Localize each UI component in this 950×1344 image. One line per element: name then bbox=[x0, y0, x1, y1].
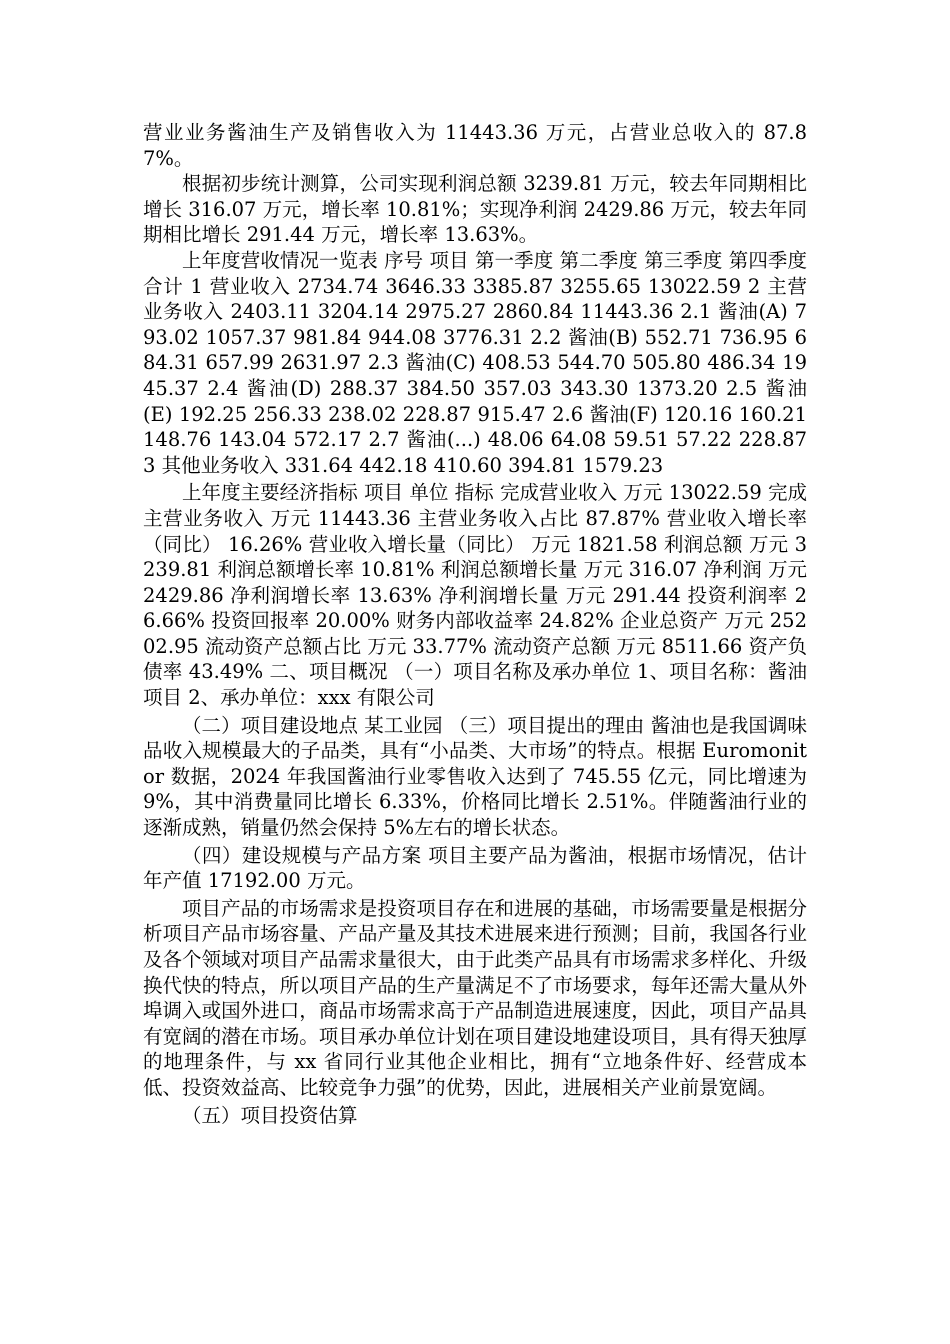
paragraph-market-demand: 项目产品的市场需求是投资项目存在和进展的基础，市场需要量是根据分析项目产品市场容量、产品产量及其技术进展来进行预测；目前，我国各行业及各个领域对项目产品需求量很大，由于此类产品具有市场需求多样化、升级换代快的特点，所以项目产品的生产量满足不了市场要求，每年还需大量从外埠调入或国外进口，商品市场需求高于产品制造进展速度，因此，项目产品具有宽阔的潜在市场。项目承办单位计划在项目建设地建设项目，具有得天独厚的地理条件，与 xx 省同行业其他企业相比，拥有“立地条件好、经营成本低、投资效益高、比较竞争力强”的优势，因此，进展相关产业前景宽阔。 bbox=[143, 896, 807, 1099]
paragraph-investment-estimate-heading: （五）项目投资估算 bbox=[182, 1103, 358, 1127]
paragraph-main-business-revenue: 营业业务酱油生产及销售收入为 11443.36 万元，占营业总收入的 87.87%。 bbox=[143, 121, 807, 170]
paragraph-economic-indicators: 上年度主要经济指标 项目 单位 指标 完成营业收入 万元 13022.59 完成主营业务收入 万元 11443.36 主营业务收入占比 87.87% 营业收入增长率（同比） 16.26% 营业收入增长量（同比） 万元 1821.58 利润总额 万元 3239.81 利润总额增长率 10.81% 利润总额增长量 万元 316.07 净利润 万元 2429.86 净利润增长率 13.63% 净利润增长量 万元 291.44 投资利润率 26.66% 投资回报率 20.00% 财务内部收益率 24.82% 企业总资产 万元 25202.95 流动资产总额占比 万元 33.77% 流动资产总额 万元 8511.66 资产负债率 43.49% 二、项目概况 （一）项目名称及承办单位 1、项目名称：酱油项目 2、承办单位：xxx 有限公司 bbox=[143, 481, 807, 710]
paragraph-project-location-reason: （二）项目建设地点 某工业园 （三）项目提出的理由 酱油也是我国调味品收入规模最大的子品类，具有“小品类、大市场”的特点。根据 Euromonitor 数据，2024 年我国酱油行业零售收入达到了 745.55 亿元，同比增速为 9%，其中消费量同比增长 6.33%，价格同比增长 2.51%。伴随酱油行业的逐渐成熟，销量仍然会保持 5%左右的增长状态。 bbox=[143, 713, 807, 840]
paragraph-scale-and-product: （四）建设规模与产品方案 项目主要产品为酱油，根据市场情况，估计年产值 17192.00 万元。 bbox=[143, 843, 807, 893]
paragraph-profit-summary: 根据初步统计测算，公司实现利润总额 3239.81 万元，较去年同期相比增长 316.07 万元，增长率 10.81%；实现净利润 2429.86 万元，较去年同期相比增长 291.44 万元，增长率 13.63%。 bbox=[143, 172, 807, 247]
paragraph-revenue-table: 上年度营收情况一览表 序号 项目 第一季度 第二季度 第三季度 第四季度 合计 1 营业收入 2734.74 3646.33 3385.87 3255.65 13022.59 2 主营业务收入 2403.11 3204.14 2975.27 2860.84 11443.36 2.1 酱油(A) 793.02 1057.37 981.84 944.08 3776.31 2.2 酱油(B) 552.71 736.95 684.31 657.99 2631.97 2.3 酱油(C) 408.53 544.70 505.80 486.34 1945.37 2.4 酱油(D) 288.37 384.50 357.03 343.30 1373.20 2.5 酱油(E) 192.25 256.33 238.02 228.87 915.47 2.6 酱油(F) 120.16 160.21 148.76 143.04 572.17 2.7 酱油(...) 48.06 64.08 59.51 57.22 228.87 3 其他业务收入 331.64 442.18 410.60 394.81 1579.23 bbox=[143, 248, 807, 477]
document-body bbox=[143, 120, 807, 1128]
